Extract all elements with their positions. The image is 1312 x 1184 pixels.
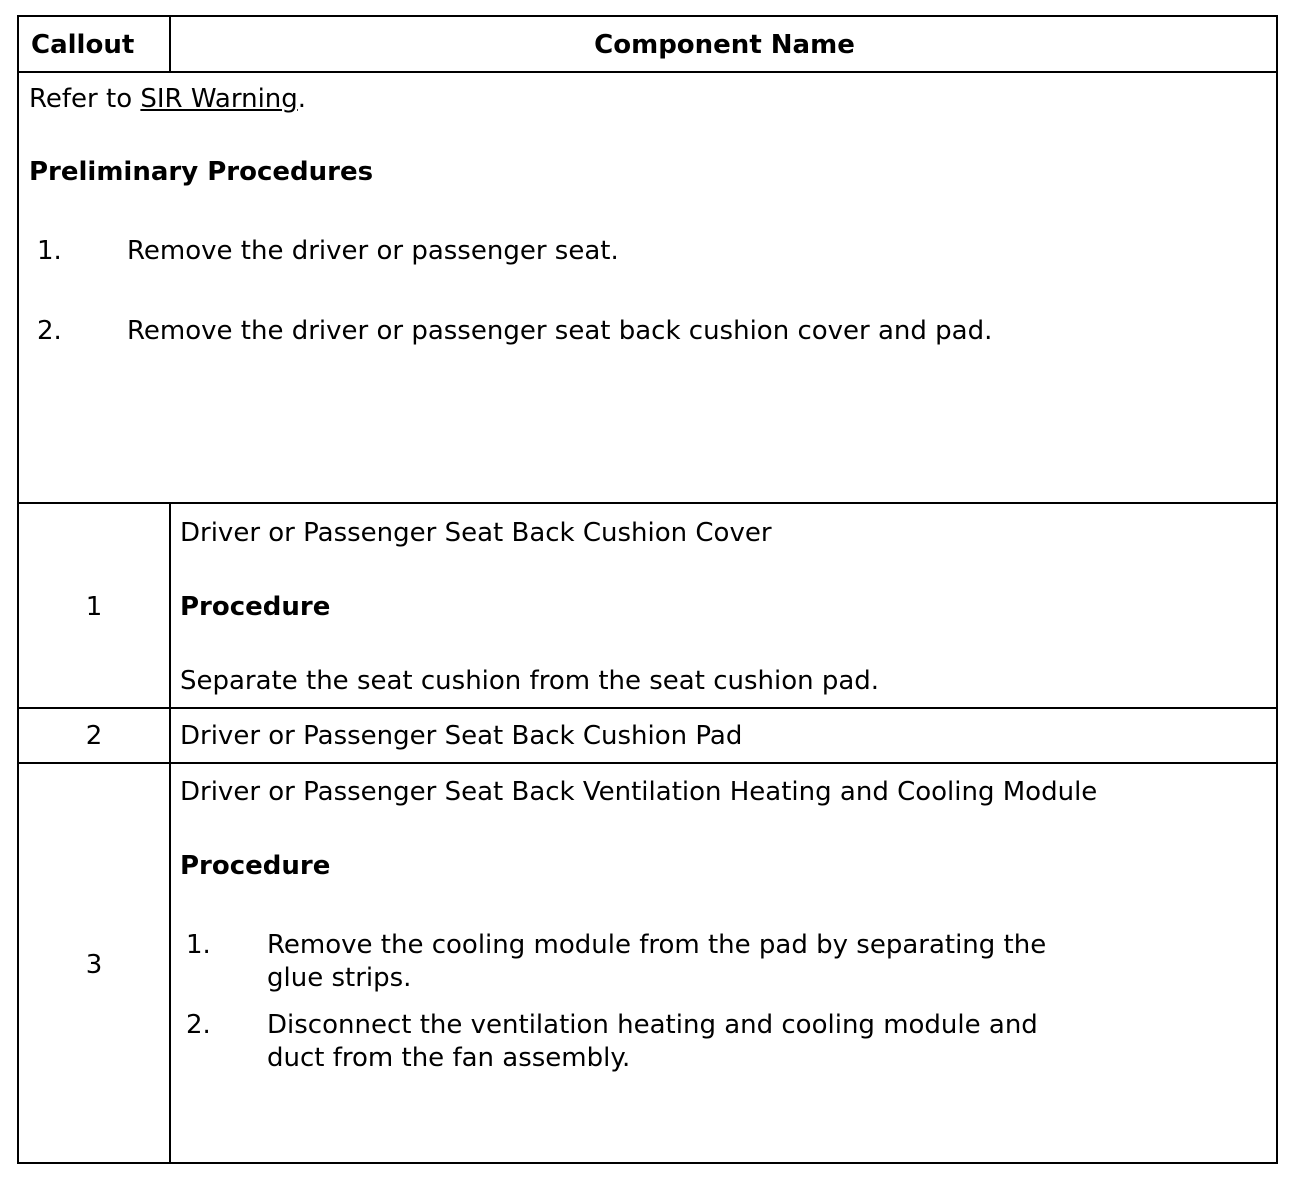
procedure-step-line: duct from the fan assembly.	[267, 1043, 631, 1073]
body-column-divider	[169, 502, 171, 1162]
procedure-heading: Procedure	[180, 851, 331, 881]
intro-divider	[19, 502, 1276, 504]
sir-warning-reference	[29, 84, 306, 114]
component-name: Driver or Passenger Seat Back Cushion Cover	[180, 518, 772, 548]
preliminary-step-text: Remove the driver or passenger seat back cushion cover and pad.	[127, 316, 993, 346]
callout-number: 3	[85, 950, 103, 980]
component-name-column-header: Component Name	[594, 30, 855, 60]
component-name: Driver or Passenger Seat Back Cushion Pad	[180, 721, 743, 751]
procedure-text: Separate the seat cushion from the seat cushion pad.	[180, 666, 880, 696]
callout-number: 1	[85, 592, 103, 622]
procedure-step-line: glue strips.	[267, 963, 412, 993]
callout-column-header: Callout	[31, 30, 135, 60]
preliminary-step-number: 2.	[37, 316, 62, 346]
preliminary-step-number: 1.	[37, 236, 62, 266]
callout-number: 2	[85, 721, 103, 751]
refer-suffix: .	[297, 84, 307, 114]
row2-divider	[19, 762, 1276, 764]
component-name: Driver or Passenger Seat Back Ventilation Heating and Cooling Module	[180, 777, 1098, 807]
procedure-step-line: Remove the cooling module from the pad by separating the	[267, 930, 1047, 960]
preliminary-procedures-heading: Preliminary Procedures	[29, 157, 374, 187]
preliminary-step-text: Remove the driver or passenger seat.	[127, 236, 619, 266]
row1-divider	[19, 707, 1276, 709]
procedure-step-line: Disconnect the ventilation heating and cooling module and	[267, 1010, 1038, 1040]
procedure-step-number: 2.	[186, 1010, 211, 1040]
component-table	[17, 15, 1278, 1164]
header-divider	[19, 71, 1276, 73]
procedure-step-number: 1.	[186, 930, 211, 960]
refer-prefix: Refer to	[29, 84, 141, 114]
procedure-heading: Procedure	[180, 592, 331, 622]
sir-warning-link[interactable]: SIR Warning	[140, 84, 298, 114]
